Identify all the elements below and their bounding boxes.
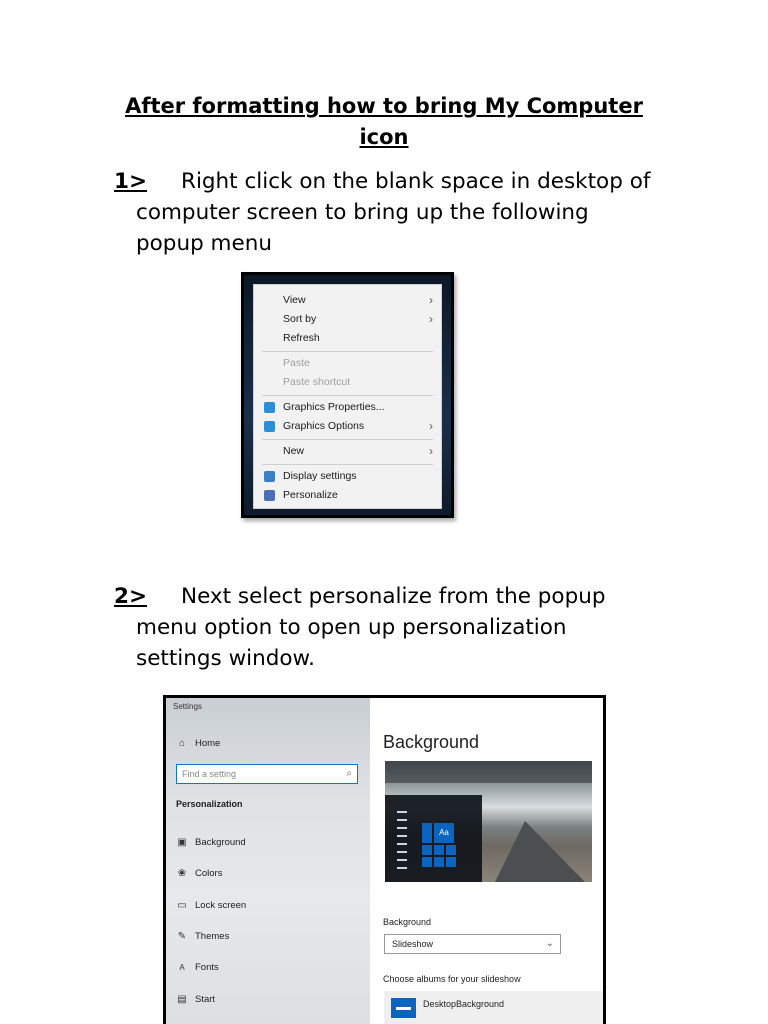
menu-item-label: New [283,445,305,457]
menu-item-label: Graphics Options [283,420,365,432]
chevron-down-icon: ⌄ [545,938,554,949]
sidebar-item-label: Background [195,837,246,848]
step-text-line: Right click on the blank space in desktop of [181,169,651,194]
albums-label: Choose albums for your slideshow [383,974,521,984]
sidebar-item-label: Lock screen [195,900,247,911]
palette-icon: ❀ [177,868,187,879]
chevron-right-icon: › [429,293,433,307]
preview-menu-line [397,843,407,845]
preview-tile [434,857,444,867]
menu-item-display-settings[interactable] [254,467,441,486]
album-item[interactable] [384,991,606,1024]
album-icon [391,998,416,1018]
context-menu-screenshot [241,272,454,518]
menu-item-refresh[interactable] [254,329,441,348]
dropdown-value: Slideshow [392,939,434,949]
menu-item-view[interactable] [254,291,441,310]
menu-item-graphics-properties[interactable] [254,398,441,417]
title-line-1: After formatting how to bring My Computer [125,94,643,118]
settings-sidebar [166,698,370,1024]
step-2 [114,581,694,674]
preview-tile [422,845,432,855]
menu-item-label: View [283,294,306,306]
chevron-right-icon: › [429,419,433,433]
preview-menu-line [397,851,407,853]
menu-item-paste[interactable] [254,354,441,373]
step-text-line: computer screen to bring up the following [136,200,589,225]
section-heading: Personalization [176,799,243,809]
menu-separator [262,464,433,465]
menu-item-label: Paste shortcut [283,376,351,388]
preview-tile [434,845,444,855]
preview-menu-line [397,835,407,837]
graphics-icon [264,421,275,432]
sidebar-item-label: Home [195,738,221,749]
preview-menu-line [397,819,407,821]
preview-menu-line [397,811,407,813]
search-icon: ⌕ [346,768,352,779]
step-text-line: popup menu [136,231,272,256]
home-icon: ⌂ [178,738,186,749]
background-preview [385,761,592,882]
preview-menu-line [397,859,407,861]
menu-item-sort-by[interactable] [254,310,441,329]
sidebar-item-lock-screen[interactable] [176,899,246,913]
sidebar-item-home[interactable] [176,737,220,751]
settings-main-pane [370,698,603,1024]
step-number: 1> [114,169,147,194]
search-input[interactable] [176,764,358,784]
step-text-line: Next select personalize from the popup [181,584,606,609]
background-dropdown[interactable] [384,934,561,954]
menu-item-paste-shortcut[interactable] [254,373,441,392]
step-1 [114,166,694,259]
personalize-icon [264,490,275,501]
settings-window-screenshot [163,695,606,1024]
picture-icon: ▣ [177,837,187,848]
preview-tile [446,845,456,855]
chevron-right-icon: › [429,312,433,326]
sidebar-item-background[interactable] [176,836,246,850]
preview-road [495,821,585,882]
menu-separator [262,351,433,352]
chevron-right-icon: › [429,444,433,458]
font-icon: A [179,963,185,972]
page-title: Background [383,732,480,752]
step-text-line: menu option to open up personalization [136,615,567,640]
preview-menu-line [397,867,407,869]
album-label: DesktopBackground [423,999,505,1009]
menu-item-personalize[interactable] [254,486,441,505]
menu-separator [262,439,433,440]
display-icon [264,471,275,482]
desktop-context-menu [253,284,442,509]
background-label: Background [383,917,432,927]
menu-item-label: Display settings [283,470,357,482]
lock-screen-icon: ▭ [177,900,187,911]
preview-menu-line [397,827,407,829]
document-title [100,91,668,153]
sidebar-item-start[interactable] [176,993,215,1007]
graphics-icon [264,402,275,413]
preview-tile [422,823,432,843]
start-icon: ▤ [177,994,187,1005]
preview-tile [422,857,432,867]
sidebar-item-colors[interactable] [176,867,222,881]
menu-separator [262,395,433,396]
sidebar-item-label: Fonts [195,962,219,973]
menu-item-label: Personalize [283,489,338,501]
menu-item-label: Refresh [283,332,320,344]
preview-sky [385,761,592,783]
brush-icon: ✎ [177,931,187,942]
title-line-2: icon [359,125,409,149]
menu-item-new[interactable] [254,442,441,461]
sidebar-item-label: Start [195,994,216,1005]
preview-start-panel [385,795,482,882]
sidebar-item-label: Themes [195,931,230,942]
search-placeholder: Find a setting [182,769,237,779]
menu-item-graphics-options[interactable] [254,417,441,436]
preview-tile-aa: Aa [434,823,454,843]
sidebar-item-fonts[interactable] [176,961,219,975]
sidebar-item-label: Colors [195,868,223,879]
step-number: 2> [114,584,147,609]
sidebar-item-themes[interactable] [176,930,229,944]
menu-item-label: Paste [283,357,310,369]
preview-tile [446,857,456,867]
step-text-line: settings window. [136,646,316,671]
menu-item-label: Graphics Properties... [283,401,385,413]
window-title: Settings [173,702,202,711]
menu-item-label: Sort by [283,313,317,325]
